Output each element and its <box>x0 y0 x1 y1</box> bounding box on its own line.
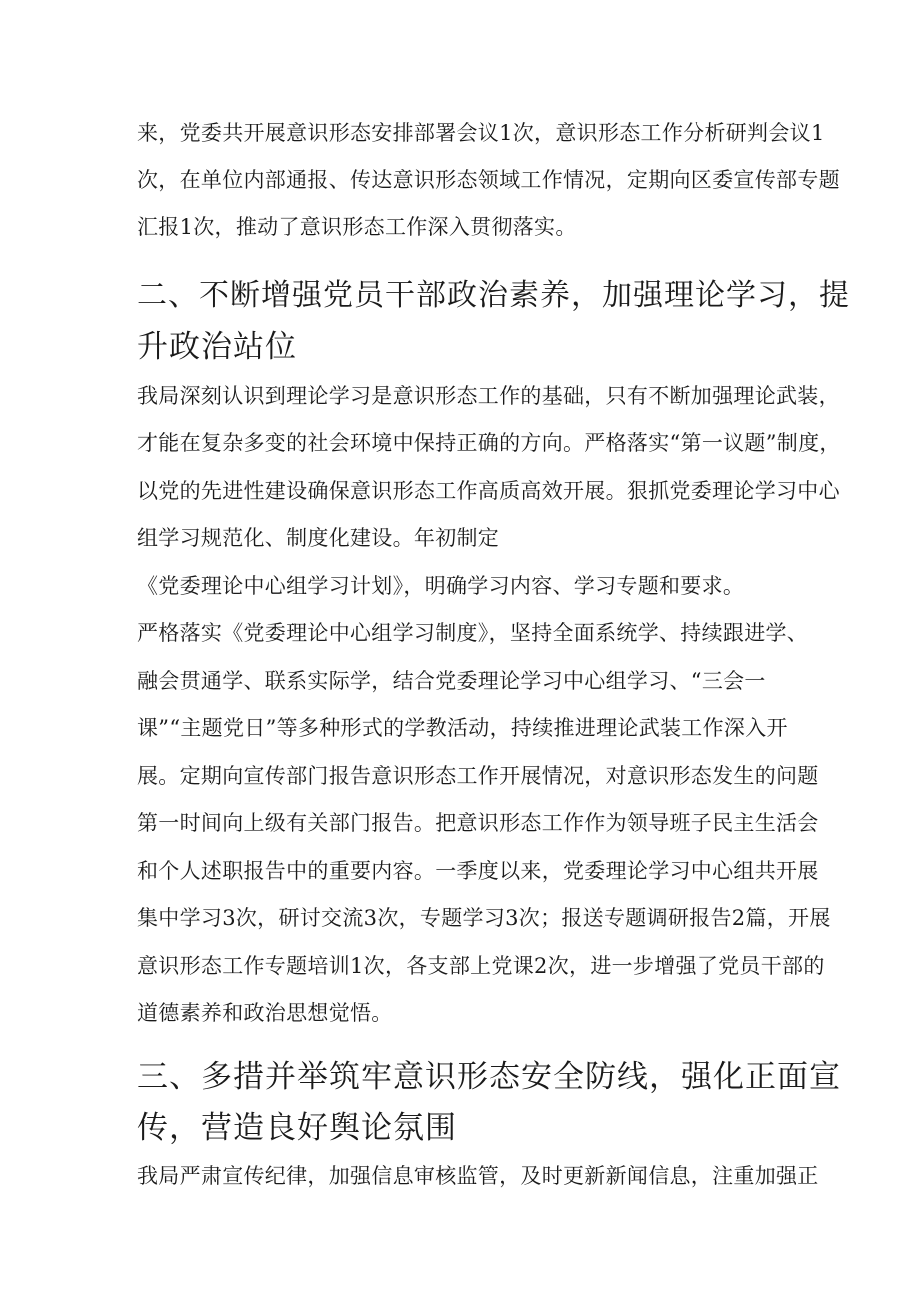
paragraph-line: 我局严肃宣传纪律，加强信息审核监管，及时更新新闻信息，注重加强正 <box>137 1164 819 1188</box>
paragraph-line: 集中学习3次，研讨交流3次，专题学习3次；报送专题调研报告2篇，开展 <box>137 906 831 930</box>
section-heading: 三、多措并举筑牢意识形态安全防线，强化正面宣 <box>137 1059 841 1095</box>
paragraph-line: 汇报1次，推动了意识形态工作深入贯彻落实。 <box>137 215 577 239</box>
paragraph-line: 课”“主题党日”等多种形式的学教活动，持续推进理论武装工作深入开 <box>137 716 788 740</box>
section-heading: 传，营造良好舆论氛围 <box>137 1110 457 1146</box>
paragraph-line: 以党的先进性建设确保意识形态工作高质高效开展。狠抓党委理论学习中心 <box>137 479 840 503</box>
section-heading: 二、不断增强党员干部政治素养，加强理论学习，提 <box>137 278 850 313</box>
section-heading: 升政治站位 <box>137 329 297 365</box>
paragraph-line: 第一时间向上级有关部门报告。把意识形态工作作为领导班子民主生活会 <box>137 811 819 835</box>
paragraph-line: 严格落实《党委理论中心组学习制度》，坚持全面系统学、持续跟进学、 <box>137 621 809 645</box>
paragraph-line: 展。定期向宣传部门报告意识形态工作开展情况，对意识形态发生的问题 <box>137 764 819 788</box>
paragraph-line: 意识形态工作专题培训1次，各支部上党课2次，进一步增强了党员干部的 <box>137 954 825 978</box>
paragraph-line: 道德素养和政治思想觉悟。 <box>137 1001 393 1025</box>
paragraph-line: 《党委理论中心组学习计划》，明确学习内容、学习专题和要求。 <box>137 574 745 598</box>
paragraph-line: 融会贯通学、联系实际学，结合党委理论学习中心组学习、“三会一 <box>137 669 766 693</box>
paragraph-line: 才能在复杂多变的社会环境中保持正确的方向。严格落实“第一议题”制度， <box>137 431 841 455</box>
paragraph-line: 我局深刻认识到理论学习是意识形态工作的基础，只有不断加强理论武装， <box>137 384 840 408</box>
paragraph-line: 来，党委共开展意识形态安排部署会议1次，意识形态工作分析研判会议1 <box>137 121 825 145</box>
paragraph-line: 和个人述职报告中的重要内容。一季度以来，党委理论学习中心组共开展 <box>137 859 819 883</box>
paragraph-line: 组学习规范化、制度化建设。年初制定 <box>137 526 500 550</box>
paragraph-line: 次，在单位内部通报、传达意识形态领域工作情况，定期向区委宣传部专题 <box>137 168 840 192</box>
